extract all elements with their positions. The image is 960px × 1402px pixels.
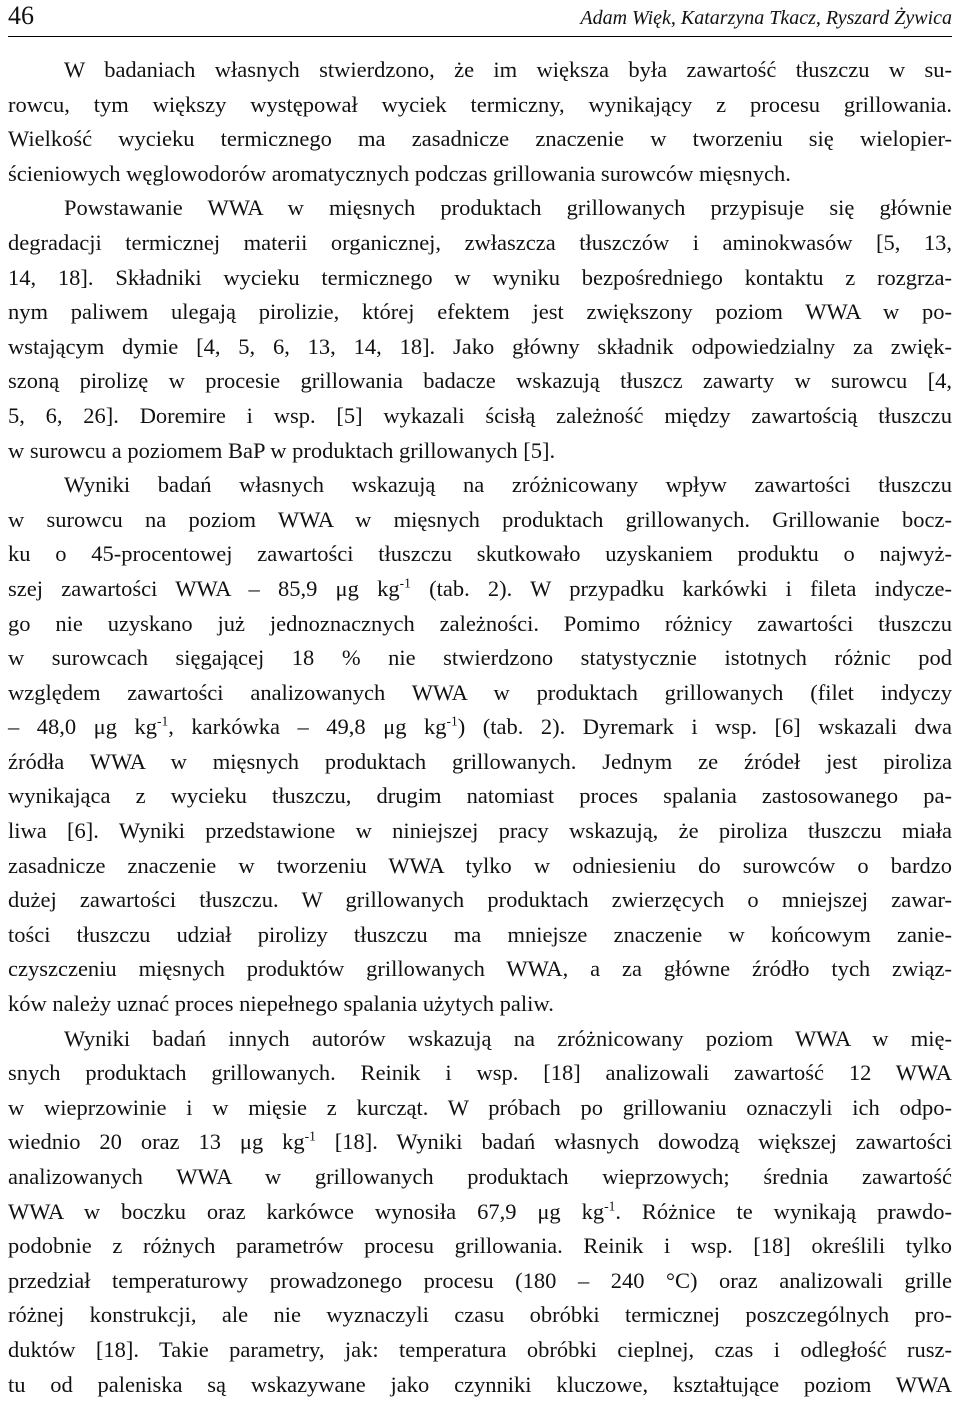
text-line bbox=[8, 883, 952, 918]
text-line bbox=[8, 987, 952, 1022]
text-segment: liwa [6]. Wyniki przedstawione w niniejszej pracy wskazują, że piroliza tłuszczu miała bbox=[8, 818, 952, 844]
text-line bbox=[8, 641, 952, 676]
text-line bbox=[8, 1298, 952, 1333]
text-line bbox=[8, 952, 952, 987]
running-header-authors: Adam Więk, Katarzyna Tkacz, Ryszard Żywica bbox=[580, 7, 952, 29]
text-line bbox=[8, 1333, 952, 1368]
text-segment: , karkówka – 49,8 μg kg bbox=[168, 714, 447, 740]
paragraph bbox=[8, 1022, 952, 1402]
text-segment: – 48,0 μg kg bbox=[8, 714, 157, 740]
text-segment: nym paliwem ulegają pirolizie, której efektem jest zwiększony poziom WWA w po- bbox=[8, 299, 952, 325]
text-line bbox=[8, 88, 952, 123]
page-number: 46 bbox=[8, 1, 34, 30]
text-line bbox=[8, 1091, 952, 1126]
text-line bbox=[8, 330, 952, 365]
superscript: -1 bbox=[399, 575, 411, 591]
text-segment: snych produktach grillowanych. Reinik i wsp. [18] analizowali zawartość 12 WWA bbox=[8, 1060, 952, 1086]
text-segment: Wyniki badań innych autorów wskazują na zróżnicowany poziom WWA w mię- bbox=[64, 1025, 952, 1051]
text-line bbox=[8, 399, 952, 434]
text-line bbox=[8, 261, 952, 296]
text-segment: przedział temperaturowy prowadzonego procesu (180 – 240 °C) oraz analizowali grille bbox=[8, 1267, 952, 1293]
text-line bbox=[8, 607, 952, 642]
superscript: -1 bbox=[304, 1128, 316, 1144]
text-segment: w surowcu na poziom WWA w mięsnych produktach grillowanych. Grillowanie bocz- bbox=[8, 506, 952, 532]
article-body bbox=[8, 53, 952, 1402]
text-line bbox=[8, 1368, 952, 1402]
text-segment: ) (tab. 2). Dyremark i wsp. [6] wskazali dwa bbox=[457, 714, 953, 740]
text-segment: w surowcach sięgającej 18 % nie stwierdzono statystycznie istotnych różnic pod bbox=[8, 645, 952, 671]
text-line bbox=[8, 1160, 952, 1195]
text-line bbox=[8, 1125, 952, 1160]
text-segment: go nie uzyskano już jednoznacznych zależności. Pomimo różnicy zawartości tłuszczu bbox=[8, 610, 952, 636]
text-line bbox=[8, 468, 952, 503]
text-segment: w wieprzowinie i w mięsie z kurcząt. W próbach po grillowaniu oznaczyli ich odpo- bbox=[8, 1094, 952, 1120]
text-segment: analizowanych WWA w grillowanych produktach wieprzowych; średnia zawartość bbox=[8, 1164, 952, 1189]
text-line bbox=[8, 226, 952, 261]
text-segment: tości tłuszczu udział pirolizy tłuszczu ma mniejsze znaczenie w końcowym zanie- bbox=[8, 921, 952, 947]
text-segment: duktów [18]. Takie parametry, jak: temperatura obróbki cieplnej, czas i odległość rusz- bbox=[8, 1336, 952, 1362]
text-segment: . Różnice te wynikają prawdo- bbox=[615, 1198, 952, 1224]
text-segment: Powstawanie WWA w mięsnych produktach grillowanych przypisuje się głównie bbox=[64, 195, 952, 221]
text-line bbox=[8, 503, 952, 538]
text-line bbox=[8, 191, 952, 226]
text-segment: wynikająca z wycieku tłuszczu, drugim natomiast proces spalania zastosowanego pa- bbox=[8, 783, 952, 809]
text-line bbox=[8, 676, 952, 711]
text-line bbox=[8, 122, 952, 157]
text-line bbox=[8, 849, 952, 884]
text-segment: wiednio 20 oraz 13 μg kg bbox=[8, 1129, 305, 1155]
text-segment: (tab. 2). W przypadku karkówki i fileta indycze- bbox=[410, 575, 952, 601]
text-line bbox=[8, 918, 952, 953]
paragraph bbox=[8, 191, 952, 468]
text-line bbox=[8, 1264, 952, 1299]
text-segment: podobnie z różnych parametrów procesu grillowania. Reinik i wsp. [18] określili tylko bbox=[8, 1233, 952, 1259]
text-line bbox=[8, 1229, 952, 1264]
text-segment: [18]. Wyniki badań własnych dowodzą większej zawartości bbox=[315, 1129, 952, 1155]
text-segment: WWA w boczku oraz karkówce wynosiła 67,9 μg kg bbox=[8, 1198, 605, 1224]
text-segment: W badaniach własnych stwierdzono, że im większa była zawartość tłuszczu w su- bbox=[64, 57, 952, 82]
text-segment: szoną pirolizę w procesie grillowania badacze wskazują tłuszcz zawarty w surowcu [4, bbox=[8, 368, 952, 394]
superscript: -1 bbox=[156, 713, 169, 729]
text-line bbox=[8, 745, 952, 780]
text-segment: czyszczeniu mięsnych produktów grillowanych WWA, a za główne źródło tych związ- bbox=[8, 956, 952, 982]
text-segment: w surowcu a poziomem BaP w produktach grillowanych [5]. bbox=[8, 437, 556, 463]
text-segment: wstającym dymie [4, 5, 6, 13, 14, 18]. Jako główny składnik odpowiedzialny za zwięk- bbox=[8, 333, 952, 359]
text-segment: względem zawartości analizowanych WWA w produktach grillowanych (filet indyczy bbox=[8, 679, 952, 705]
text-line bbox=[8, 537, 952, 572]
text-segment: degradacji termicznej materii organicznej, zwłaszcza tłuszczów i aminokwasów [5, 13, bbox=[8, 229, 952, 255]
text-segment: Wielkość wycieku termicznego ma zasadnicze znaczenie w tworzeniu się wielopier- bbox=[8, 126, 952, 152]
text-segment: 5, 6, 26]. Doremire i wsp. [5] wykazali ścisłą zależność między zawartością tłuszczu bbox=[8, 402, 952, 428]
superscript: -1 bbox=[446, 713, 458, 729]
superscript: -1 bbox=[604, 1198, 616, 1214]
text-line bbox=[8, 1056, 952, 1091]
text-segment: źródła WWA w mięsnych produktach grillowanych. Jednym ze źródeł jest piroliza bbox=[8, 748, 952, 774]
text-segment: ków należy uznać proces niepełnego spalania użytych paliw. bbox=[8, 991, 554, 1017]
text-line bbox=[8, 53, 952, 88]
text-line bbox=[8, 1022, 952, 1057]
paragraph bbox=[8, 53, 952, 191]
text-segment: dużej zawartości tłuszczu. W grillowanych produktach zwierzęcych o mniejszej zawar- bbox=[8, 887, 952, 913]
text-segment: różnej konstrukcji, ale nie wyznaczyli czasu obróbki termicznej poszczególnych pro- bbox=[8, 1302, 952, 1328]
text-segment: tu od paleniska są wskazywane jako czynniki kluczowe, kształtujące poziom WWA bbox=[8, 1371, 952, 1397]
text-segment: ścieniowych węglowodorów aromatycznych podczas grillowania surowców mięsnych. bbox=[8, 160, 791, 186]
text-segment: ku o 45-procentowej zawartości tłuszczu skutkowało uzyskaniem produktu o najwyż- bbox=[8, 541, 952, 567]
text-segment: 14, 18]. Składniki wycieku termicznego w wyniku bezpośredniego kontaktu z rozgrza- bbox=[8, 264, 952, 290]
text-segment: zasadnicze znaczenie w tworzeniu WWA tylko w odniesieniu do surowców o bardzo bbox=[8, 852, 952, 878]
text-line bbox=[8, 364, 952, 399]
text-line bbox=[8, 295, 952, 330]
text-line bbox=[8, 157, 952, 192]
page-header bbox=[8, 0, 952, 37]
text-segment: Wyniki badań własnych wskazują na zróżnicowany wpływ zawartości tłuszczu bbox=[64, 472, 952, 498]
text-segment: szej zawartości WWA – 85,9 μg kg bbox=[8, 575, 400, 601]
text-line bbox=[8, 710, 952, 745]
text-line bbox=[8, 779, 952, 814]
text-line bbox=[8, 1195, 952, 1230]
text-line bbox=[8, 572, 952, 607]
text-line bbox=[8, 434, 952, 469]
paragraph bbox=[8, 468, 952, 1022]
text-segment: rowcu, tym większy występował wyciek termiczny, wynikający z procesu grillowania. bbox=[8, 91, 952, 117]
text-line bbox=[8, 814, 952, 849]
